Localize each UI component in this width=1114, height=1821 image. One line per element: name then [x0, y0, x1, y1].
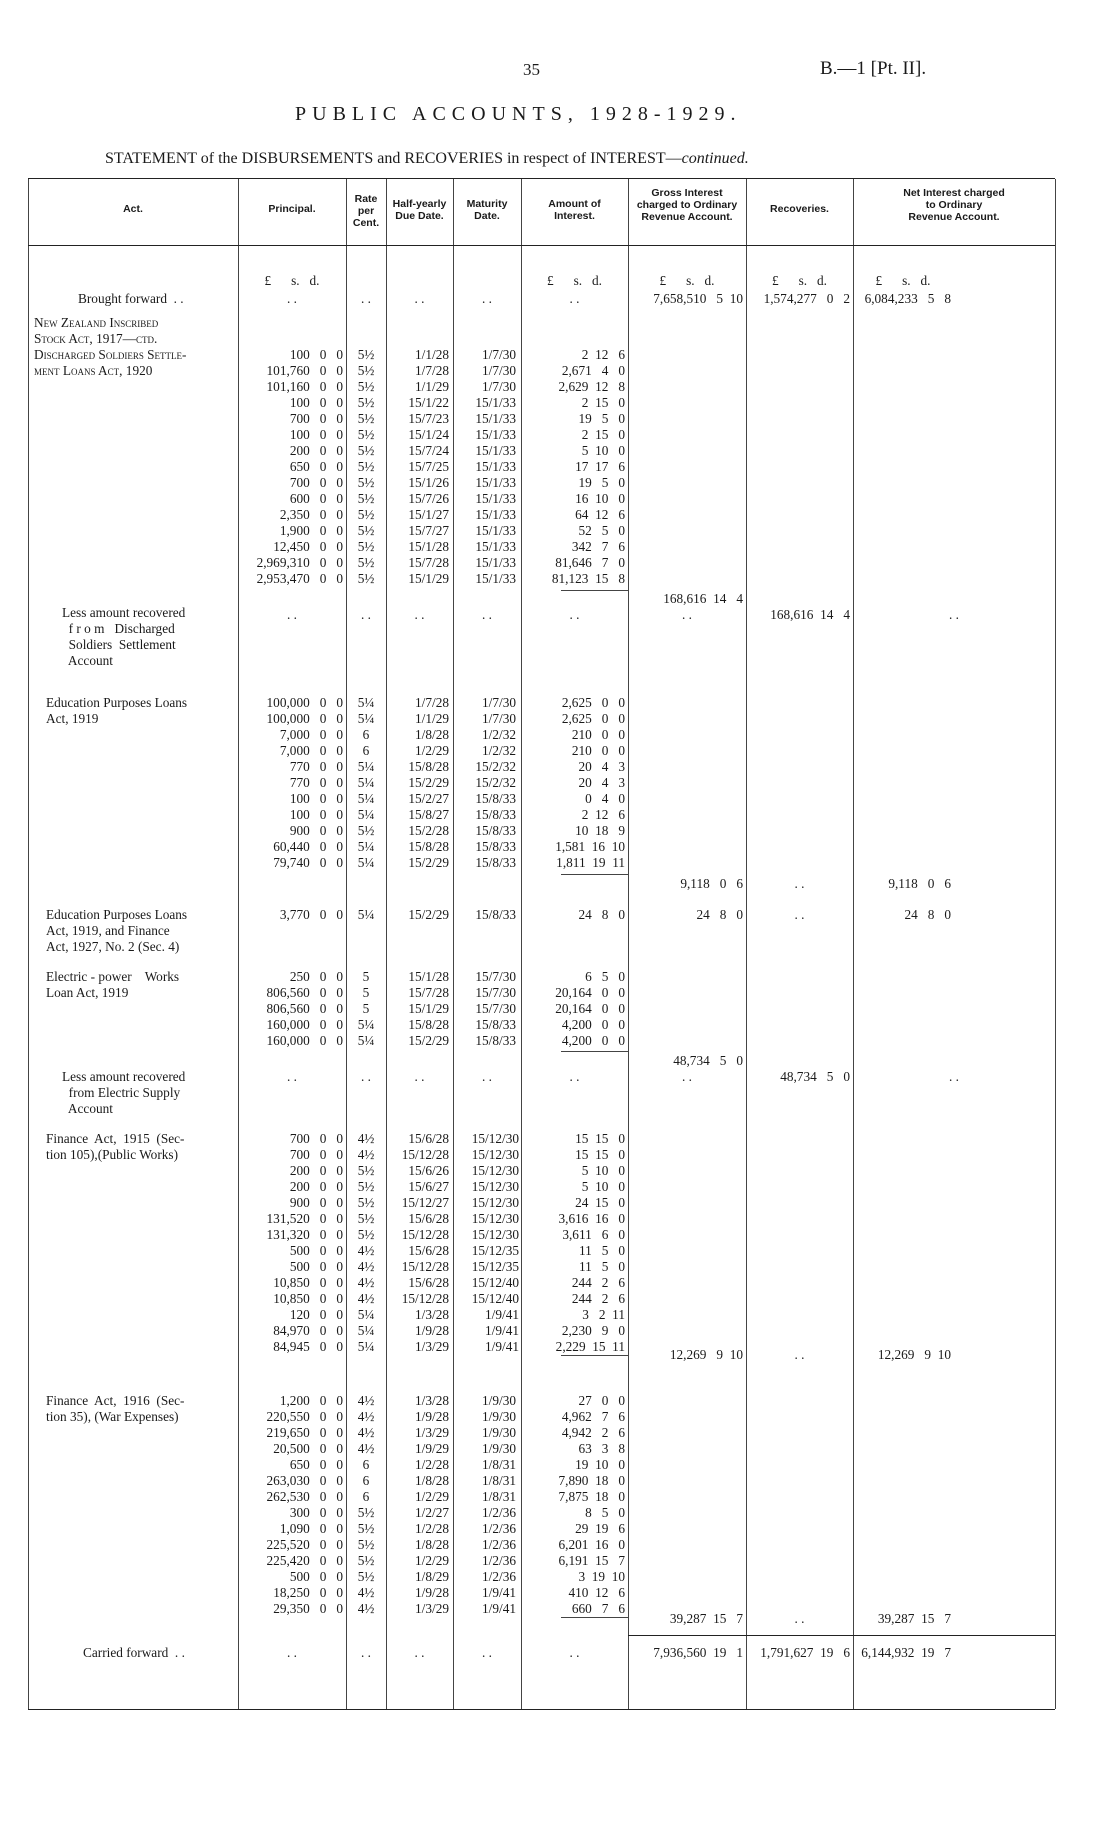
sec4-less-amount: . . [569, 1069, 580, 1084]
sec2-act: Education Purposes Loans Act, 1919 [46, 695, 188, 726]
sec1-maturity: 1/7/30 1/7/30 1/7/30 15/1/33 15/1/33 15/1/33 15/1/33 15/1/33 15/1/33 15/1/33 15/1/33 15/1/33 15/1/33 15/1/33 15/1/33 [475, 347, 516, 586]
sec1-less-amount: . . [569, 607, 580, 622]
sec2-recoveries: . . [794, 876, 805, 891]
sec4-gross: 48,734 5 0 [673, 1053, 743, 1068]
amount-units: £ s. d. [546, 273, 603, 288]
gross-units: £ s. d. [659, 273, 715, 288]
sec3-principal: 3,770 0 0 [279, 907, 343, 922]
brought-forward-principal: . . [287, 291, 297, 306]
sec5-act: Finance Act, 1915 (Sec- tion 105),(Public Works) [46, 1131, 185, 1162]
sec4-maturity: 15/7/30 15/7/30 15/7/30 15/8/33 15/8/33 [475, 969, 516, 1048]
sec4-net: . . [949, 1069, 959, 1084]
sec1-less-label: Less amount recovered f r o m Discharged Soldiers Settlement Account [62, 605, 186, 668]
sec1-less-maturity: . . [482, 607, 492, 622]
sec5-net: 12,269 9 10 [877, 1347, 951, 1362]
sec2-due: 1/7/28 1/1/29 1/8/28 1/2/29 15/8/28 15/2/29 15/2/27 15/8/27 15/2/28 15/8/28 15/2/29 [408, 695, 449, 870]
col-rate-header: Rate per Cent. [352, 193, 380, 229]
sec4-less-rate: . . [361, 1069, 371, 1084]
sec1-principal: 100 0 0 101,760 0 0 101,160 0 0 100 0 0 700 0 0 100 0 0 200 0 0 650 0 0 700 0 0 600 0 0 2,350 0 0 1,900 0 0 12,450 0 0 2,969,310 0 0 2,953,470 0 0 [256, 347, 343, 586]
brought-forward-maturity: . . [482, 291, 492, 306]
sec6-principal: 1,200 0 0 220,550 0 0 219,650 0 0 20,500 0 0 650 0 0 263,030 0 0 262,530 0 0 300 0 0 1,090 0 0 225,520 0 0 225,420 0 0 500 0 0 18,250 0 0 29,350 0 0 [266, 1393, 343, 1616]
sec3-net: 24 8 0 [904, 907, 951, 922]
sec4-due: 15/1/28 15/7/28 15/1/29 15/8/28 15/2/29 [408, 969, 449, 1048]
carried-forward-net: 6,144,932 19 7 [861, 1645, 951, 1660]
sec6-total-rule [561, 1617, 628, 1618]
sec5-maturity: 15/12/30 15/12/30 15/12/30 15/12/30 15/12/30 15/12/30 15/12/30 15/12/35 15/12/35 15/12/40 15/12/40 1/9/41 1/9/41 1/9/41 [471, 1131, 519, 1354]
sec4-less-gross: . . [682, 1069, 692, 1084]
carried-forward-recoveries: 1,791,627 19 6 [760, 1645, 850, 1660]
col-recoveries-header: Recoveries. [770, 203, 829, 215]
sec1-less-gross: . . [682, 607, 692, 622]
interest-table [28, 178, 1055, 1710]
sec2-principal: 100,000 0 0 100,000 0 0 7,000 0 0 7,000 0 0 770 0 0 770 0 0 100 0 0 100 0 0 900 0 0 60,440 0 0 79,740 0 0 [266, 695, 343, 870]
sec4-less-maturity: . . [482, 1069, 492, 1084]
sec2-gross: 9,118 0 6 [680, 876, 743, 891]
sec6-gross: 39,287 15 7 [669, 1611, 743, 1626]
sec4-total-rule [561, 1051, 628, 1052]
page-title: PUBLIC ACCOUNTS, 1928-1929. [295, 103, 742, 125]
sec1-rate: 5½ 5½ 5½ 5½ 5½ 5½ 5½ 5½ 5½ 5½ 5½ 5½ 5½ 5½ 5½ [357, 347, 375, 586]
sec5-rate: 4½ 4½ 5½ 5½ 5½ 5½ 5½ 4½ 4½ 4½ 4½ 5¼ 5¼ 5¼ [357, 1131, 375, 1354]
sec3-maturity: 15/8/33 [475, 907, 516, 922]
brought-forward-due: . . [414, 291, 425, 306]
sec5-principal: 700 0 0 700 0 0 200 0 0 200 0 0 900 0 0 131,520 0 0 131,320 0 0 500 0 0 500 0 0 10,850 0 0 10,850 0 0 120 0 0 84,970 0 0 84,945 0 0 [266, 1131, 343, 1354]
sec5-due: 15/6/28 15/12/28 15/6/26 15/6/27 15/12/27 15/6/28 15/12/28 15/6/28 15/12/28 15/6/28 15/12/28 1/3/28 1/9/28 1/3/29 [401, 1131, 449, 1354]
carried-forward-label: Carried forward . . [83, 1645, 185, 1660]
brought-forward-label: Brought forward . . [78, 291, 184, 306]
sec3-act: Education Purposes Loans Act, 1919, and Finance Act, 1927, No. 2 (Sec. 4) [46, 907, 188, 954]
col-net-header: Net Interest charged to Ordinary Revenue Account. [903, 187, 1005, 223]
sec2-amount: 2,625 0 0 2,625 0 0 210 0 0 210 0 0 20 4 3 20 4 3 0 4 0 2 12 6 10 18 9 1,581 16 10 1,811 19 11 [555, 695, 625, 870]
sec4-less-due: . . [414, 1069, 425, 1084]
sec6-amount: 27 0 0 4,962 7 6 4,942 2 6 63 3 8 19 10 0 7,890 18 0 7,875 18 0 8 5 0 29 19 6 6,201 16 0 6,191 15 7 3 19 10 410 12 6 660 7 6 [558, 1393, 625, 1616]
principal-units: £ s. d. [264, 273, 320, 288]
col-gross-header: Gross Interest charged to Ordinary Revenue Account. [636, 187, 738, 223]
sec1-less-due: . . [414, 607, 425, 622]
col-amount-header: Amount of Interest. [548, 198, 601, 222]
carried-forward-principal: . . [287, 1645, 297, 1660]
sec4-act: Electric - power Works Loan Act, 1919 [46, 969, 180, 1000]
carried-forward-amount: . . [569, 1645, 580, 1660]
sec4-amount: 6 5 0 20,164 0 0 20,164 0 0 4,200 0 0 4,200 0 0 [555, 969, 625, 1048]
recoveries-units: £ s. d. [771, 273, 828, 288]
sec1-due: 1/1/28 1/7/28 1/1/29 15/1/22 15/7/23 15/1/24 15/7/24 15/7/25 15/1/26 15/7/26 15/1/27 15/7/27 15/1/28 15/7/28 15/1/29 [408, 347, 449, 586]
sec3-rate: 5¼ [357, 907, 375, 922]
sec1-less-principal: . . [287, 607, 297, 622]
sec4-recoveries: 48,734 5 0 [780, 1069, 850, 1084]
sec6-due: 1/3/28 1/9/28 1/3/29 1/9/29 1/2/28 1/8/28 1/2/29 1/2/27 1/2/28 1/8/28 1/2/29 1/8/29 1/9/28 1/3/29 [415, 1393, 449, 1616]
brought-forward-gross: 7,658,510 5 10 [653, 291, 743, 306]
sec2-total-rule [561, 874, 628, 875]
sec1-net: . . [949, 607, 959, 622]
sec4-less-label: Less amount recovered from Electric Supply Account [62, 1069, 186, 1116]
sec2-net: 9,118 0 6 [888, 876, 951, 891]
sec1-act: New Zealand Inscribed Stock Act, 1917—ctd. Discharged Soldiers Settle- ment Loans Act, 1920 [34, 315, 187, 378]
sec2-rate: 5¼ 5¼ 6 6 5¼ 5¼ 5¼ 5¼ 5½ 5¼ 5¼ [357, 695, 375, 870]
sec6-act: Finance Act, 1916 (Sec- tion 35), (War Expenses) [46, 1393, 185, 1424]
carried-forward-due: . . [414, 1645, 425, 1660]
brought-forward-rate: . . [361, 291, 371, 306]
statement-text: STATEMENT of the DISBURSEMENTS and RECOVERIES in respect of INTEREST— [105, 150, 682, 167]
carried-forward-gross: 7,936,560 19 1 [653, 1645, 743, 1660]
sec1-less-rate: . . [361, 607, 371, 622]
brought-forward-amount: . . [569, 291, 580, 306]
col-maturity-header: Maturity Date. [466, 198, 508, 222]
carried-forward-maturity: . . [482, 1645, 492, 1660]
sec6-rate: 4½ 4½ 4½ 4½ 6 6 6 5½ 5½ 5½ 5½ 5½ 4½ 4½ [357, 1393, 375, 1616]
sec1-total-rule [561, 590, 628, 591]
brought-forward-recoveries: 1,574,277 0 2 [763, 291, 850, 306]
statement-heading [105, 150, 749, 168]
sec3-gross: 24 8 0 [696, 907, 743, 922]
sec6-maturity: 1/9/30 1/9/30 1/9/30 1/9/30 1/8/31 1/8/31 1/8/31 1/2/36 1/2/36 1/2/36 1/2/36 1/2/36 1/9/41 1/9/41 [482, 1393, 516, 1616]
sec1-amount: 2 12 6 2,671 4 0 2,629 12 8 2 15 0 19 5 0 2 15 0 5 10 0 17 17 6 19 5 0 16 10 0 64 12 6 52 5 0 342 7 6 81,646 7 0 81,123 15 8 [551, 347, 625, 586]
sec3-amount: 24 8 0 [578, 907, 625, 922]
col-act-header: Act. [123, 203, 143, 215]
col-due-header: Half-yearly Due Date. [392, 198, 447, 222]
document-reference: B.—1 [Pt. II]. [820, 58, 927, 79]
sec4-less-principal: . . [287, 1069, 297, 1084]
sec1-recoveries: 168,616 14 4 [770, 607, 850, 622]
sec6-recoveries: . . [794, 1611, 805, 1626]
page-number: 35 [523, 60, 540, 79]
sec5-recoveries: . . [794, 1347, 805, 1362]
sec4-principal: 250 0 0 806,560 0 0 806,560 0 0 160,000 0 0 160,000 0 0 [266, 969, 343, 1048]
sec4-rate: 5 5 5 5¼ 5¼ [357, 969, 375, 1048]
carried-forward-rate: . . [361, 1645, 371, 1660]
sec6-net: 39,287 15 7 [877, 1611, 951, 1626]
sec3-due: 15/2/29 [408, 907, 449, 922]
sec2-maturity: 1/7/30 1/7/30 1/2/32 1/2/32 15/2/32 15/2/32 15/8/33 15/8/33 15/8/33 15/8/33 15/8/33 [475, 695, 516, 870]
sec1-gross: 168,616 14 4 [663, 591, 743, 606]
sec3-recoveries: . . [794, 907, 805, 922]
col-principal-header: Principal. [268, 203, 316, 215]
net-units: £ s. d. [875, 273, 931, 288]
statement-continued: continued. [681, 150, 749, 167]
brought-forward-net: 6,084,233 5 8 [864, 291, 951, 306]
sec5-amount: 15 15 0 15 15 0 5 10 0 5 10 0 24 15 0 3,616 16 0 3,611 6 0 11 5 0 11 5 0 244 2 6 244 2 6 3 2 11 2,230 9 0 2,229 15 11 [555, 1131, 625, 1354]
sec5-total-rule [561, 1355, 628, 1356]
sec5-gross: 12,269 9 10 [669, 1347, 743, 1362]
